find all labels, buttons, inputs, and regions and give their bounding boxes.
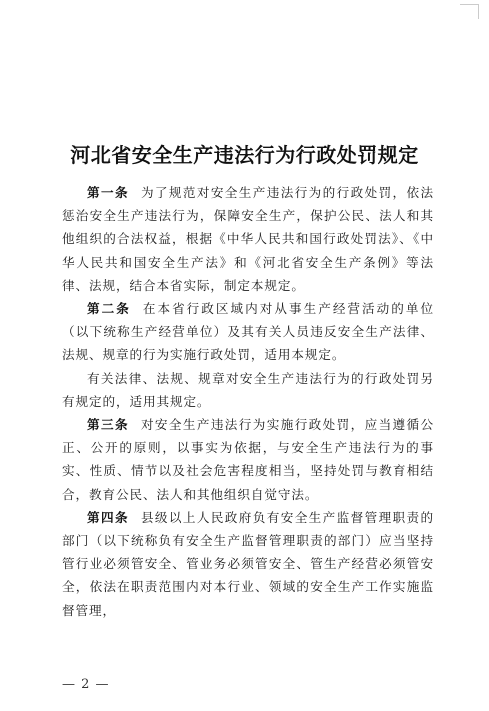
article-1-number: 第一条: [87, 185, 129, 200]
article-2-continuation-text: 有关法律、法规、规章对安全生产违法行为的行政处罚另有规定的，适用其规定。: [62, 370, 434, 409]
article-1-text: 为了规范对安全生产违法行为的行政处罚，依法惩治安全生产违法行为，保障安全生产，保护公民、法人和其他组织的合法权益，根据《中华人民共和国行政处罚法》、《中华人民共和国安全生产法》和《河北省安全生产条例》等法律、法规，结合本省实际，制定本规定。: [62, 185, 434, 293]
article-2-paragraph: [62, 297, 434, 367]
page-number: — 2 —: [62, 677, 110, 692]
article-3-text: 对安全生产违法行为实施行政处罚，应当遵循公正、公开的原则，以事实为依据，与安全生产违法行为的事实、性质、情节以及社会危害程度相当，坚持处罚与教育相结合，教育公民、法人和其他组织自觉守法。: [62, 417, 434, 502]
article-2-text: 在本省行政区域内对从事生产经营活动的单位（以下统称生产经营单位）及其有关人员违反安全生产法律、法规、规章的行为实施行政处罚，适用本规定。: [62, 301, 434, 363]
scan-corner-mark: [460, 4, 479, 19]
article-4-paragraph: [62, 506, 434, 622]
article-3-paragraph: [62, 413, 434, 506]
article-4-text: 县级以上人民政府负有安全生产监督管理职责的部门（以下统称负有安全生产监督管理职责的部门）应当坚持管行业必须管安全、管业务必须管安全、管生产经营必须管安全，依法在职责范围内对本行业、领域的安全生产工作实施监督管理，: [62, 509, 434, 618]
document-body: [62, 181, 434, 622]
article-1-paragraph: [62, 181, 434, 297]
article-3-number: 第三条: [87, 417, 129, 433]
document-title: 河北省安全生产违法行为行政处罚规定: [70, 143, 419, 167]
article-2-continuation-paragraph: [62, 367, 434, 413]
article-4-number: 第四条: [87, 509, 129, 525]
article-2-number: 第二条: [87, 301, 131, 317]
